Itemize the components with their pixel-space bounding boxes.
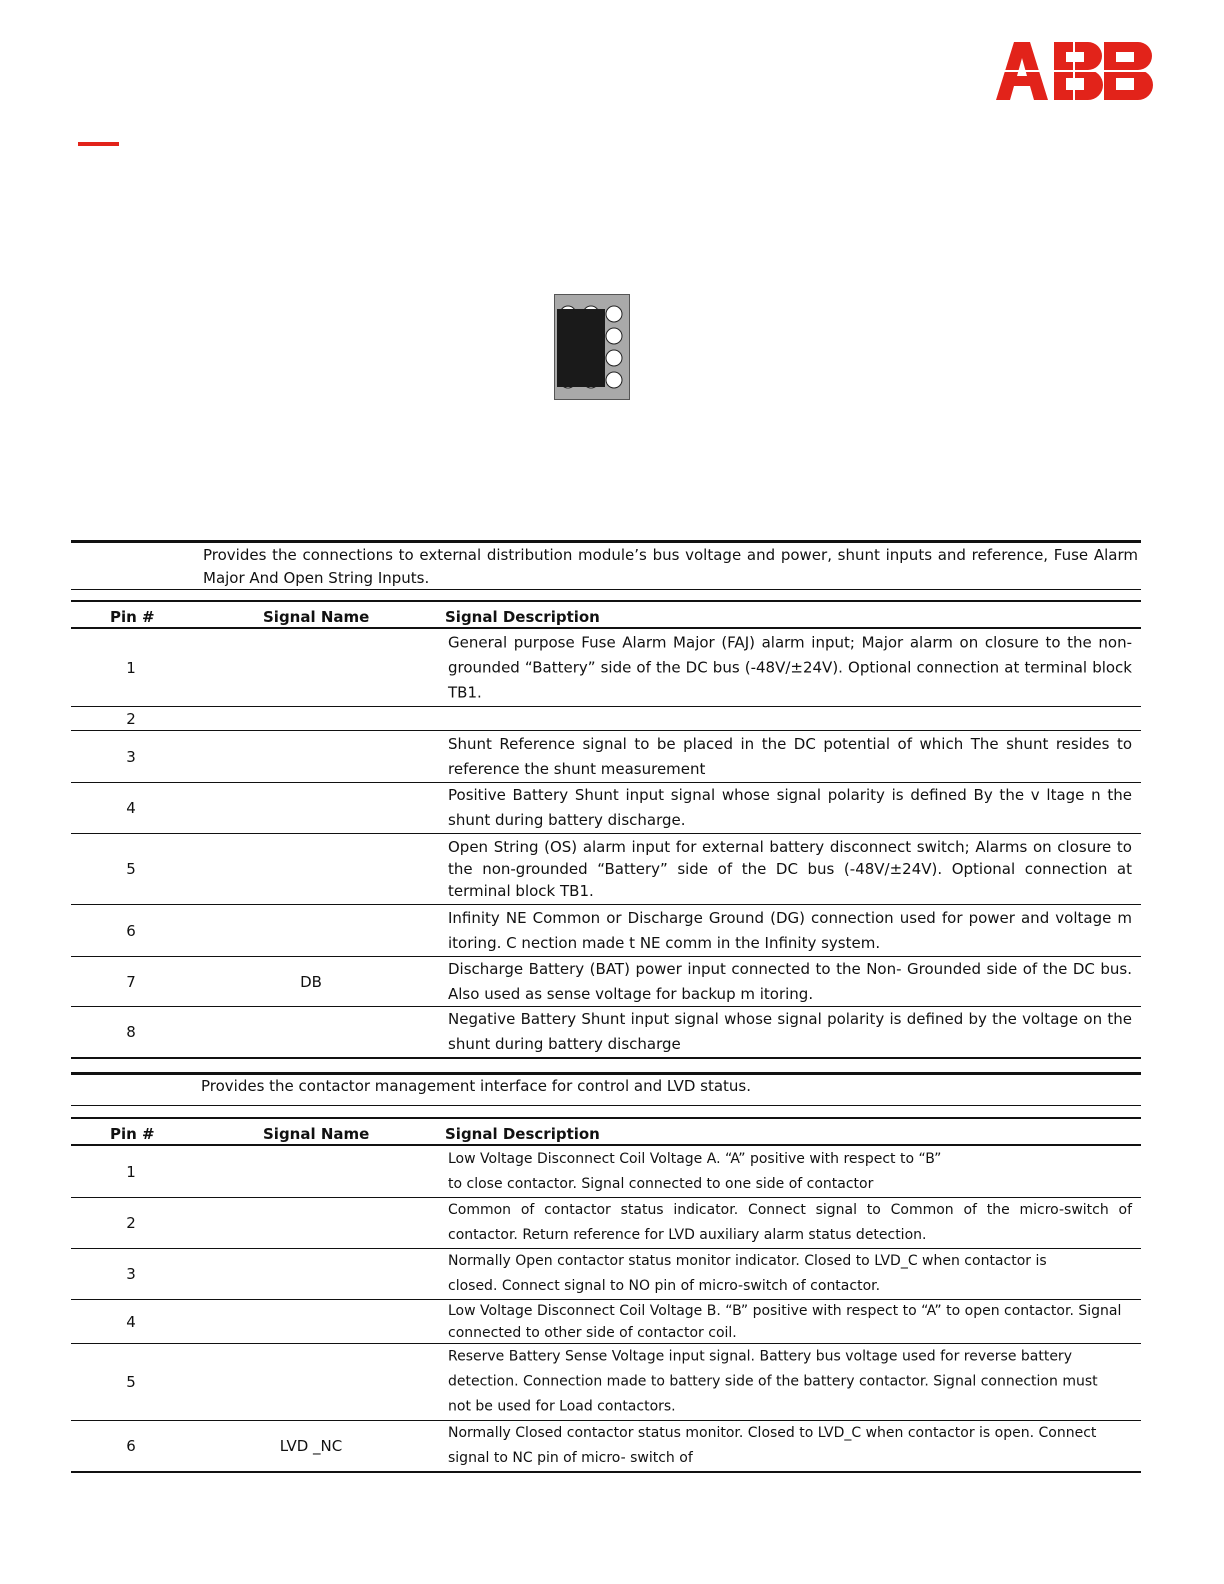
table2-divider: [71, 1105, 1141, 1106]
pin-number: 3: [126, 1265, 136, 1283]
pin-number: 2: [126, 1214, 136, 1232]
pin-number: 2: [126, 709, 136, 728]
table-row: [71, 1198, 1141, 1249]
table-row: [71, 629, 1141, 707]
table-row: [71, 1249, 1141, 1300]
abb-logo: [994, 40, 1156, 102]
signal-description: Positive Battery Shunt input signal whose signal polarity is defined By the v ltage n the shunt during battery discharge.: [448, 786, 1132, 829]
table-row: [71, 1421, 1141, 1473]
signal-description: Low Voltage Disconnect Coil Voltage B. “B” positive with respect to “A” to open contactor. Signal connected to other side of contactor coil.: [448, 1302, 1122, 1341]
table-row: [71, 1300, 1141, 1344]
table1-header-desc: Signal Description: [445, 608, 600, 626]
signal-description: Infinity NE Common or Discharge Ground (DG) connection used for power and voltage m itoring. C nection made t NE comm in the Infinity system.: [448, 908, 1132, 952]
signal-description: Shunt Reference signal to be placed in the DC potential of which The shunt resides to reference the shunt measurement: [448, 734, 1132, 778]
table2-header-pin: Pin #: [110, 1125, 155, 1143]
table-row: [71, 1007, 1141, 1059]
signal-description: Open String (OS) alarm input for external battery disconnect switch; Alarms on closure to the non-grounded “Battery” side of the DC bus (-48V/±24V). Optional connection at terminal block TB1.: [448, 838, 1132, 900]
table-row: [71, 707, 1141, 731]
connector-diagram: [554, 294, 630, 400]
pin-number: 7: [126, 972, 136, 991]
table2-header-top-rule: [71, 1117, 1141, 1119]
pin-number: 6: [126, 1437, 136, 1455]
table-row: [71, 783, 1141, 834]
table-row: [71, 1146, 1141, 1198]
table-row: [71, 834, 1141, 905]
signal-name: DB: [300, 972, 322, 991]
table2-intro: Provides the contactor management interface for control and LVD status.: [201, 1077, 752, 1095]
table1-header-signal: Signal Name: [263, 608, 370, 626]
table1-header-top-rule: [71, 600, 1141, 602]
pin-number: 4: [126, 1312, 136, 1331]
pin-number: 5: [126, 860, 136, 878]
pin-number: 4: [126, 799, 136, 817]
table-row: [71, 957, 1141, 1007]
table1-header-pin: Pin #: [110, 608, 155, 626]
table1-intro: Provides the connections to external distribution module’s bus voltage and power, shunt inputs and reference, Fuse Alarm Major And Open String Inputs.: [203, 546, 1138, 587]
accent-bar: [78, 142, 119, 146]
table-row: [71, 731, 1141, 783]
pin-number: 8: [126, 1023, 136, 1041]
signal-description: Reserve Battery Sense Voltage input signal. Battery bus voltage used for reverse battery detection. Connection made to battery side of the battery contactor. Signal connection must not be used for Load contactors.: [448, 1348, 1098, 1415]
table2-header-desc: Signal Description: [445, 1125, 600, 1143]
pin-number: 6: [126, 921, 136, 940]
signal-description: General purpose Fuse Alarm Major (FAJ) alarm input; Major alarm on closure to the non-grounded “Battery” side of the DC bus (-48V/±24V). Optional connection at terminal block TB1.: [448, 633, 1132, 701]
signal-description: Common of contactor status indicator. Connect signal to Common of the micro-switch of contactor. Return reference for LVD auxiliary alarm status detection.: [448, 1202, 1132, 1243]
signal-description: Discharge Battery (BAT) power input connected to the Non- Grounded side of the DC bus. Also used as sense voltage for backup m itoring.: [448, 959, 1132, 1003]
pin-number: 1: [126, 1162, 136, 1181]
table2-header-signal: Signal Name: [263, 1125, 370, 1143]
table-row: [71, 1344, 1141, 1421]
pin-number: 1: [126, 658, 136, 677]
signal-name: LVD _NC: [279, 1437, 343, 1455]
pin-number: 3: [126, 747, 136, 766]
pin-number: 5: [126, 1373, 136, 1391]
table1-divider: [71, 589, 1141, 590]
signal-description: Low Voltage Disconnect Coil Voltage A. “A” positive with respect to “B” to close contactor. Signal connected to one side of contactor: [448, 1150, 942, 1192]
table1-top-rule: [71, 540, 1141, 543]
signal-description: Normally Open contactor status monitor indicator. Closed to LVD_C when contactor is closed. Connect signal to NO pin of micro-switch of contactor.: [448, 1253, 1047, 1294]
signal-description: Normally Closed contactor status monitor. Closed to LVD_C when contactor is open. Connect signal to NC pin of micro- switch of: [448, 1425, 1097, 1466]
table-row: [71, 905, 1141, 957]
signal-description: Negative Battery Shunt input signal whose signal polarity is defined by the voltage on the shunt during battery discharge: [448, 1010, 1132, 1053]
